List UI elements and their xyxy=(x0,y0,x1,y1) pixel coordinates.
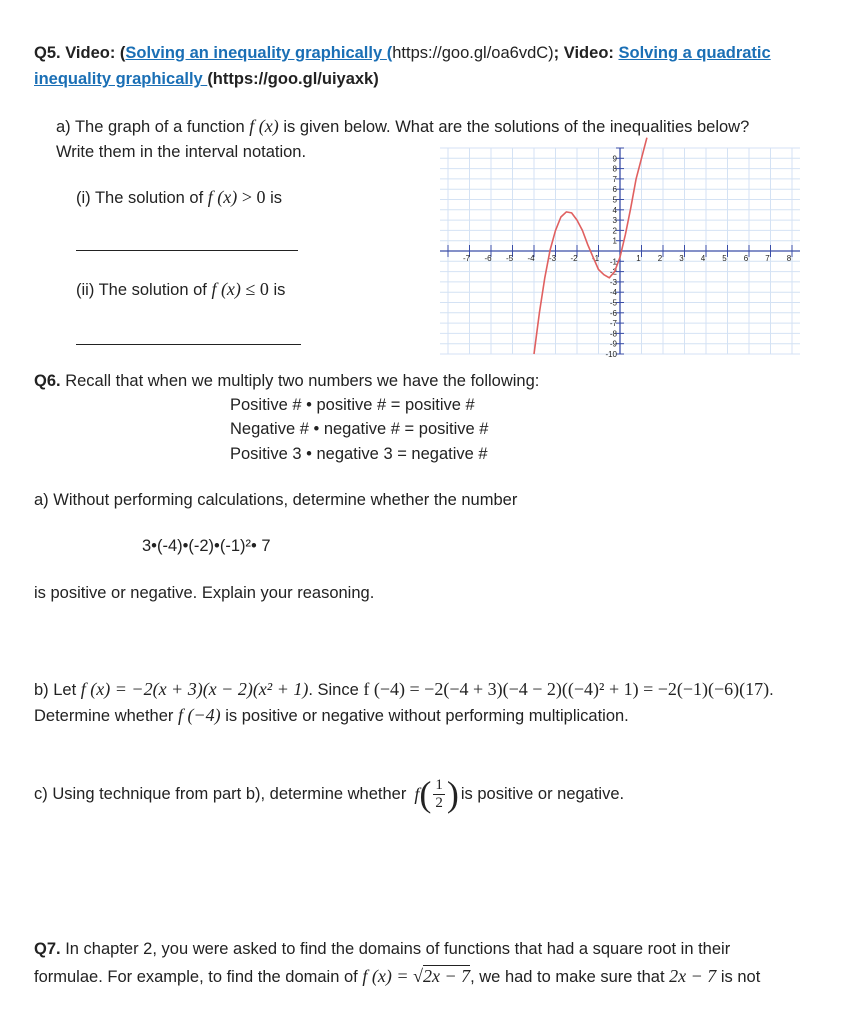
y-tick-label: 2 xyxy=(612,226,617,236)
sub-i-text: (i) The solution of xyxy=(76,189,204,207)
y-tick-label: -8 xyxy=(609,329,617,339)
sign-rule-2: Negative # • negative # = positive # xyxy=(230,420,489,438)
one-half-fraction xyxy=(433,777,445,812)
x-tick-label: -3 xyxy=(548,254,557,263)
y-tick-label: 5 xyxy=(612,195,617,205)
sign-rule-1: Positive # • positive # = positive # xyxy=(230,396,475,414)
video-label-2: Video: xyxy=(563,44,614,62)
q6-intro-text: Recall that when we multiply two numbers we have the following: xyxy=(65,372,540,390)
y-tick-label: -5 xyxy=(609,298,617,308)
answer-blank-ii[interactable] xyxy=(76,344,301,345)
video-link-1[interactable]: Solving an inequality graphically xyxy=(125,44,387,62)
fraction-denominator: 2 xyxy=(435,794,443,811)
q7-label: Q7. xyxy=(34,940,61,958)
q6-expression: 3•(-4)•(-2)•(-1)²• 7 xyxy=(142,537,271,555)
sub-ii-text: (ii) The solution of xyxy=(76,281,207,299)
y-tick-label: -6 xyxy=(609,308,617,318)
y-tick-label: 1 xyxy=(612,236,617,246)
y-tick-label: -2 xyxy=(609,267,617,277)
sub-ii-fx: f (x) xyxy=(211,279,241,299)
x-tick-label: 1 xyxy=(636,254,641,263)
sqrt-radicand: 2x − 7 xyxy=(422,966,471,986)
sub-question-i xyxy=(76,187,282,208)
sqrt-expression xyxy=(413,965,470,986)
part-b-since: . Since xyxy=(308,681,359,699)
x-tick-label: -7 xyxy=(462,254,471,263)
fx-symbol: f (x) xyxy=(249,116,279,136)
part-b-function-def: f (x) = −2(x + 3)(x − 2)(x² + 1) xyxy=(80,679,309,699)
y-tick-label: 8 xyxy=(612,164,617,174)
y-tick-label: 6 xyxy=(612,185,617,195)
q6-part-a-end: is positive or negative. Explain your reasoning. xyxy=(34,584,375,602)
q7-line2-mid: , we had to make sure that xyxy=(470,968,665,986)
part-b-let: b) Let xyxy=(34,681,77,699)
q7-line2-end: is not xyxy=(720,968,761,986)
q5-header-line2 xyxy=(34,70,379,89)
x-tick-label: 3 xyxy=(679,254,684,263)
part-c-end: is positive or negative. xyxy=(460,784,625,803)
x-tick-label: 7 xyxy=(765,254,770,263)
video-link-1-url-text: https://goo.gl/oa6vdC) xyxy=(392,44,554,62)
sub-question-ii xyxy=(76,279,285,300)
x-tick-label: 8 xyxy=(786,254,792,263)
y-tick-label: -9 xyxy=(609,339,617,349)
part-c-left-paren: ( xyxy=(419,774,432,814)
part-b-period: . xyxy=(769,681,774,699)
sub-i-is: is xyxy=(270,189,283,207)
x-tick-label: -5 xyxy=(505,254,514,263)
q6-part-b-line1 xyxy=(34,679,774,700)
q7-line2 xyxy=(34,966,760,987)
q5-header-line1: Q5. Video: (Solving an inequality graphically (https://goo.gl/oa6vdC); Video: Solving a quadratic xyxy=(34,44,771,62)
x-tick-label: 4 xyxy=(700,254,706,263)
q6-part-a: a) Without performing calculations, determine whether the number xyxy=(34,491,518,509)
q7-line1-text: In chapter 2, you were asked to find the domains of functions that had a square root in their xyxy=(65,940,731,958)
y-tick-label: 4 xyxy=(612,205,617,215)
sign-rule-3: Positive 3 • negative 3 = negative # xyxy=(230,445,488,463)
part-c-text: c) Using technique from part b), determine whether xyxy=(34,784,407,803)
sub-i-fx: f (x) xyxy=(207,187,238,207)
part-c-right-paren: ) xyxy=(446,774,459,814)
x-tick-label: 2 xyxy=(657,254,663,263)
x-tick-label: -2 xyxy=(570,254,578,263)
q7-expr: 2x − 7 xyxy=(669,966,717,986)
video-link-2[interactable]: Solving a quadratic xyxy=(618,44,771,62)
q7-line1 xyxy=(34,940,730,959)
function-graph xyxy=(440,148,800,359)
part-b-determine: Determine whether xyxy=(34,707,174,725)
y-tick-label: -7 xyxy=(609,319,617,329)
part-a-text-end: is given below. What are the solutions of the inequalities below? xyxy=(283,118,750,136)
q6-part-b-line2 xyxy=(34,705,629,726)
x-tick-label: -6 xyxy=(484,254,492,263)
q6-part-c xyxy=(34,776,624,812)
q6-intro xyxy=(34,372,539,391)
sub-i-ineq: > 0 xyxy=(241,187,266,207)
video-link-1-url-paren: ( xyxy=(386,44,393,62)
x-tick-label: 5 xyxy=(722,254,727,263)
y-tick-label: 9 xyxy=(612,154,617,164)
video-link-2-cont[interactable]: inequality graphically xyxy=(34,70,208,88)
video-label-1: Video: xyxy=(65,44,116,62)
y-tick-label: -4 xyxy=(609,288,617,298)
x-tick-label: -1 xyxy=(591,254,600,263)
part-b-line2-end: is positive or negative without performing multiplication. xyxy=(225,707,629,725)
y-tick-label: -3 xyxy=(609,277,617,287)
part-a-text: a) The graph of a function xyxy=(56,118,245,136)
sub-ii-is: is xyxy=(273,281,286,299)
part-c-f: f xyxy=(414,783,420,804)
open-paren: ( xyxy=(119,44,126,62)
x-tick-label: 6 xyxy=(743,254,749,263)
q6-label: Q6. xyxy=(34,372,61,390)
q7-fx: f (x) = xyxy=(362,966,409,986)
y-tick-label: 3 xyxy=(612,216,617,226)
part-b-evaluation: f (−4) = −2(−4 + 3)(−4 − 2)((−4)² + 1) = −2(−1)(−6)(17) xyxy=(363,679,770,699)
y-tick-label: -1 xyxy=(609,257,617,267)
q7-line2-prefix: formulae. For example, to find the domain of xyxy=(34,968,358,986)
q5-part-a-line2: Write them in the interval notation. xyxy=(56,143,307,161)
y-tick-label: -10 xyxy=(605,350,617,359)
q5-label: Q5. xyxy=(34,44,61,62)
q5-part-a-line1 xyxy=(56,116,749,137)
part-b-f-neg4: f (−4) xyxy=(178,705,221,725)
fraction-numerator: 1 xyxy=(435,776,443,793)
video-link-2-url: (https://goo.gl/uiyaxk) xyxy=(207,70,379,88)
y-tick-label: 7 xyxy=(612,174,617,184)
x-tick-label: -4 xyxy=(527,254,535,263)
sub-ii-ineq: ≤ 0 xyxy=(245,279,269,299)
answer-blank-i[interactable] xyxy=(76,250,298,251)
sqrt-symbol: √ xyxy=(413,966,423,986)
